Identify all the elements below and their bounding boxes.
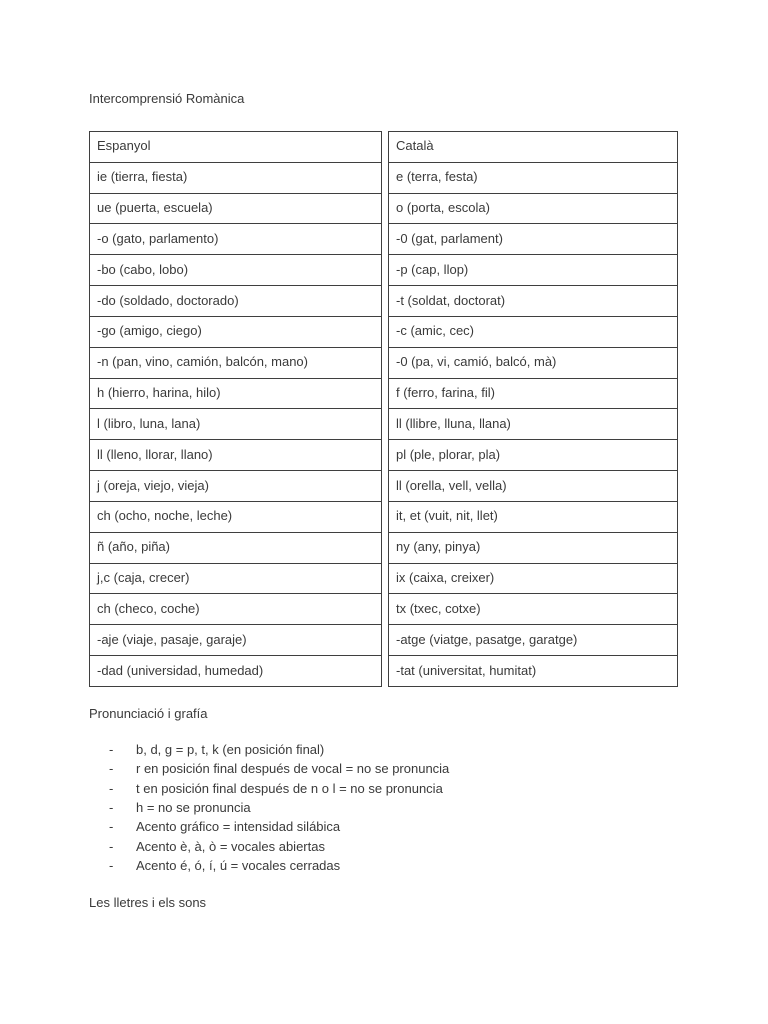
table-cell: -tat (universitat, humitat) [388,655,678,687]
table-cell: j (oreja, viejo, vieja) [89,470,382,502]
table-cell: ll (lleno, llorar, llano) [89,439,382,471]
table-cell: ix (caixa, creixer) [388,563,678,595]
table-cell: f (ferro, farina, fil) [388,378,678,410]
table-cell: -bo (cabo, lobo) [89,254,382,286]
table-cell: -n (pan, vino, camión, balcón, mano) [89,347,382,379]
bullet-item [89,837,689,856]
dash-bullet: - [109,800,114,816]
dash-bullet: - [109,780,114,796]
table-cell: -o (gato, parlamento) [89,223,382,255]
bullet-text: Acento è, à, ò = vocales abiertas [136,838,325,854]
table-cell: ny (any, pinya) [388,532,678,564]
table-cell: ch (ocho, noche, leche) [89,501,382,533]
table-cell: ue (puerta, escuela) [89,193,382,225]
bullet-text: r en posición final después de vocal = no se pronuncia [136,761,450,777]
pronunciation-heading: Pronunciació i grafía [89,706,208,721]
table-cell: -go (amigo, ciego) [89,316,382,348]
bullet-item [89,760,689,779]
letters-heading: Les lletres i els sons [89,895,207,910]
table-cell: it, et (vuit, nit, llet) [388,501,678,533]
table-cell: -0 (pa, vi, camió, balcó, mà) [388,347,678,379]
table-cell: ie (tierra, fiesta) [89,162,382,194]
table-cell: j,c (caja, crecer) [89,563,382,595]
table-cell: -c (amic, cec) [388,316,678,348]
table-cell: ll (orella, vell, vella) [388,470,678,502]
dash-bullet: - [109,761,114,777]
bullet-text: h = no se pronuncia [136,800,251,816]
bullet-text: t en posición final después de n o l = no se pronuncia [136,780,443,796]
dash-bullet: - [109,857,114,873]
bullet-item [89,818,689,837]
table-cell: e (terra, festa) [388,162,678,194]
table-cell: -t (soldat, doctorat) [388,285,678,317]
dash-bullet: - [109,838,114,854]
table-col-espanyol [89,131,382,687]
dash-bullet: - [109,742,114,758]
table-cell: o (porta, escola) [388,193,678,225]
table-cell: ll (llibre, lluna, llana) [388,408,678,440]
table-cell: ñ (año, piña) [89,532,382,564]
table-cell: l (libro, luna, lana) [89,408,382,440]
table-cell: -do (soldado, doctorado) [89,285,382,317]
table-header-cell: Català [388,131,678,163]
correspondence-table [89,131,678,687]
table-cell: -p (cap, llop) [388,254,678,286]
bullet-text: Acento gráfico = intensidad silábica [136,819,341,835]
table-cell: tx (txec, cotxe) [388,593,678,625]
table-cell: ch (checo, coche) [89,593,382,625]
table-cell: -0 (gat, parlament) [388,223,678,255]
bullet-text: Acento é, ó, í, ú = vocales cerradas [136,857,341,873]
table-cell: -aje (viaje, pasaje, garaje) [89,624,382,656]
bullet-item [89,799,689,818]
table-header-cell: Espanyol [89,131,382,163]
document-title: Intercomprensió Romànica [89,91,245,106]
table-cell: -atge (viatge, pasatge, garatge) [388,624,678,656]
bullet-item [89,857,689,876]
table-col-catala [388,131,678,687]
table-cell: h (hierro, harina, hilo) [89,378,382,410]
table-cell: -dad (universidad, humedad) [89,655,382,687]
pronunciation-list [89,741,689,876]
bullet-item [89,741,689,760]
dash-bullet: - [109,819,114,835]
bullet-text: b, d, g = p, t, k (en posición final) [136,742,325,758]
bullet-item [89,780,689,799]
table-cell: pl (ple, plorar, pla) [388,439,678,471]
